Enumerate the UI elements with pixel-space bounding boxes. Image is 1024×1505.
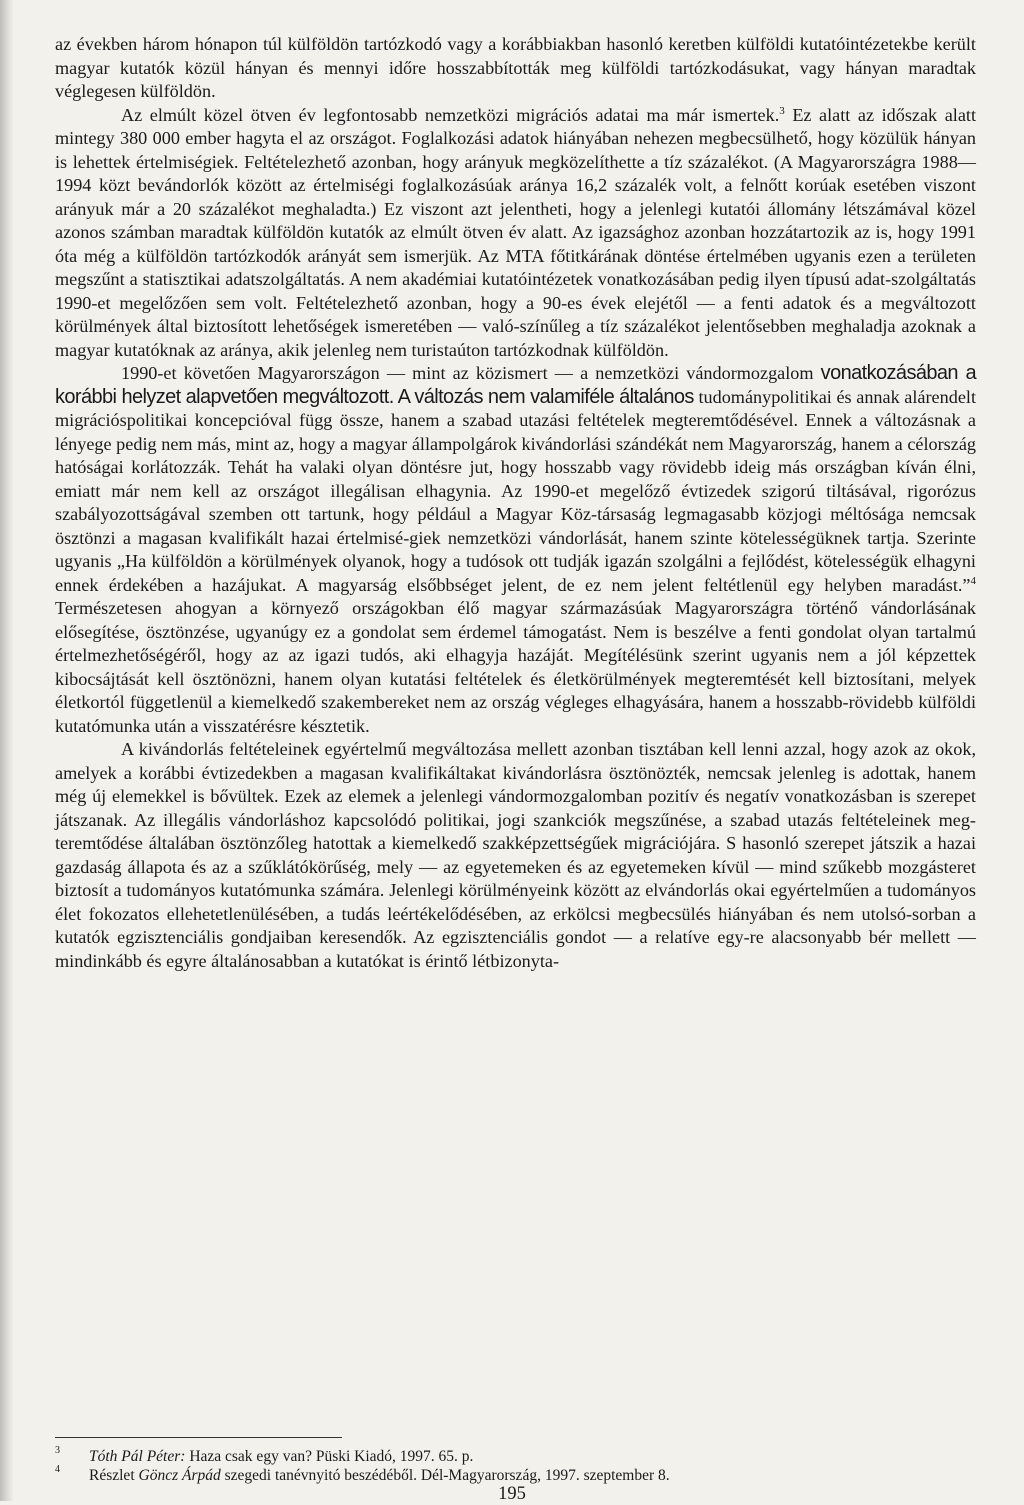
- paragraph-2-text-a: Az elmúlt közel ötven év legfontosabb nemzetközi migrációs adatai ma már ismertek.: [121, 104, 780, 125]
- paragraph-4: [55, 738, 976, 973]
- page-number: 195: [498, 1484, 526, 1504]
- footnote-ref-3[interactable]: 3: [779, 104, 785, 117]
- footnote-4: [55, 1466, 955, 1485]
- paragraph-4-text: A kivándorlás feltételeinek egyértelmű megváltozása mellett azonban tisztában kell lenni azzal, hogy azok az okok, amelyek a korábbi évtizedekben a magasan kvalifikáltakat kivándorlásra ösztönözték, nemcsak jelenleg is adottak, hanem még új elemekkel is bővültek. Ezek az elemek a jelenlegi vándormozgalomban pozitív és negatív vonatkozásban is szerepet játszanak. Az illegális vándorláshoz kapcsolódó politikai, jogi szankciók megszűnése, a szabad utazás feltételeinek meg-teremtődése általában ösztönzőleg hatottak a kiemelkedő szakképzettségűek migrációjára. S hasonló szerepet játszik a hazai gazdaság állapota és az a szűklátókörűség, mely — az egyetemeken és az egyetemeken kívül — mind szűkebb mozgásteret biztosít a tudományos kutatómunka számára. Jelenlegi körülményeink között az elvándorlás okai egyértelműen a tudományos élet fokozatos ellehetetlenülésében, a tudás leértékelődésében, az erkölcsi megbecsülés hiányában és nem utolsó-sorban a kutatók egzisztenciális gondjaiban keresendők. Az egzisztenciális gondot — a relatíve egy-re alacsonyabb bér mellett — mindinkább és egyre általánosabban a kutatókat is érintő létbizonyta-: [55, 739, 976, 971]
- paragraph-2-text-b: Ez alatt az időszak alatt mintegy 380 000 ember hagyta el az országot. Foglalkozási adatok hiányában nehezen megbecsülhető, hogy közülük hányan is lehettek értelmiségiek. Feltételezhető azonban, hogy arányuk megközelíthette a tíz százalékot. (A Magyarországra 1988—1994 közt bevándorlók között az értelmiségi foglalkozásúak aránya 16,2 százalék volt, a felnőtt korúak esetében viszont arányuk már a 20 százalékot meghaladta.) Ez viszont azt jelentheti, hogy a jelenlegi kutatói állomány létszámával közel azonos számban maradtak külföldön kutatók az elmúlt ötven év alatt. Az igazsághoz azonban hozzátartozik az is, hogy 1991 óta még a külföldön tartózkodók arányát sem ismerjük. Az MTA főtitkárának döntése értelmében ugyanis ezen a területen megszűnt a statisztikai adatszolgáltatás. A nem akadémiai kutatóintézetek vonatkozásában pedig ilyen típusú adat-szolgáltatás 1990-et megelőzően sem volt. Feltételezhető azonban, hogy a 90-es évek elejétől — a fenti adatok és a megváltozott körülmények által biztosított lehetőségek ismeretében — való-színűleg a tíz százalékot jelentősebben meghaladja azoknak a magyar kutatóknak az aránya, akik jelenleg nem turistaúton tartózkodnak külföldön.: [55, 104, 977, 360]
- paragraph-3-text-b: Természetesen ahogyan a környező országokban élő magyar származásúak Magyarországra történő vándorlásának elősegítése, ösztönzése, ugyanúgy ez a gondolat sem érdemel támogatást. Nem is beszélve a fenti gondolat olyan tartalmú értelmezhetőségéről, hogy az az igazi tudós, aki elhagyja hazáját. Megítélésünk szerint ugyanis nem a jól képzettek kibocsájtását kell ösztönözni, hanem olyan kutatási feltételek és életkörülmények megteremtését kell biztosítani, melyek életkortól függetlenül a kiemelkedő szakembereket nem az ország végleges elhagyására, hanem a hosszabb-rövidebb külföldi kutatómunka után a visszatérésre késztetik.: [55, 598, 976, 736]
- paragraph-3-text-a: tudománypolitikai és annak alárendelt migrációspolitikai koncepcióval függ össze, hanem a szabad utazási feltételek megteremtődésével. Ennek a változásnak a lényege pedig nem más, mint az, hogy a magyar állampolgárok kivándorlási szándékát nem Magyarország, hanem a célország hatóságai korlátozzák. Tehát ha valaki olyan döntésre jut, hogy hosszabb vagy rövidebb ideig más országban kíván élni, emiatt már nem kell az országot illegálisan elhagynia. Az 1990-et megelőző évtizedek szigorú tiltásával, rigorózus szabályozottságával szemben ott tartunk, hogy például a Magyar Köz-társaság legmagasabb közjogi méltósága nemcsak ösztönzi a magasan kvalifikált hazai értelmisé-giek nemzetközi vándorlását, hanem szinte kötelességüknek tartja. Szerinte ugyanis „Ha külföldön a körülmények olyanok, hogy a tudósok ott tudják igazán szolgálni a fejlődést, kötelességük elhagyni ennek érdekében a hazájukat. A magyarság elsőbbséget jelent, de ez nem jelent feltétlenül egy helyben maradást.”: [55, 386, 976, 595]
- scan-edge-shadow: [0, 0, 14, 1501]
- footnote-text: [89, 1447, 473, 1466]
- footnote-text: [89, 1466, 670, 1485]
- footnote-ref-4[interactable]: 4: [970, 574, 976, 587]
- footnotes: [55, 1447, 955, 1485]
- footnote-author: Göncz Árpád: [138, 1467, 221, 1484]
- paragraph-2: [55, 104, 976, 363]
- footnote-source: szegedi tanévnyitó beszédéből. Dél-Magyarország, 1997. szeptember 8.: [220, 1467, 670, 1484]
- paragraph-3: [55, 362, 976, 738]
- paragraph-1: [55, 33, 976, 104]
- footnote-author: Tóth Pál Péter:: [89, 1448, 186, 1465]
- paragraph-3-line-2: vonatkozásában a korábbi helyzet alapvetően megváltozott. A változás nem valamiféle általános: [55, 362, 977, 408]
- paragraph-1-text: az években három hónapon túl külföldön tartózkodó vagy a korábbiakban hasonló keretben külföldi kutatóintézetekbe került magyar kutatók közül hányan és mennyi időre hosszabbították meg külföldi tartózkodásukat, vagy hányan maradtak véglegesen külföldön.: [55, 34, 976, 101]
- footnote-source: Haza csak egy van? Püski Kiadó, 1997. 65. p.: [185, 1448, 474, 1465]
- footnote-prefix: Részlet: [89, 1467, 139, 1484]
- footnote-number: 4: [55, 1464, 60, 1475]
- footnote-divider: [55, 1437, 342, 1438]
- body-text: [55, 33, 976, 973]
- footnote-number: 3: [55, 1445, 60, 1456]
- footnote-3: [55, 1447, 955, 1466]
- paragraph-3-line-1: 1990-et követően Magyarországon — mint az közismert — a nemzetközi vándormozgalom: [121, 363, 814, 383]
